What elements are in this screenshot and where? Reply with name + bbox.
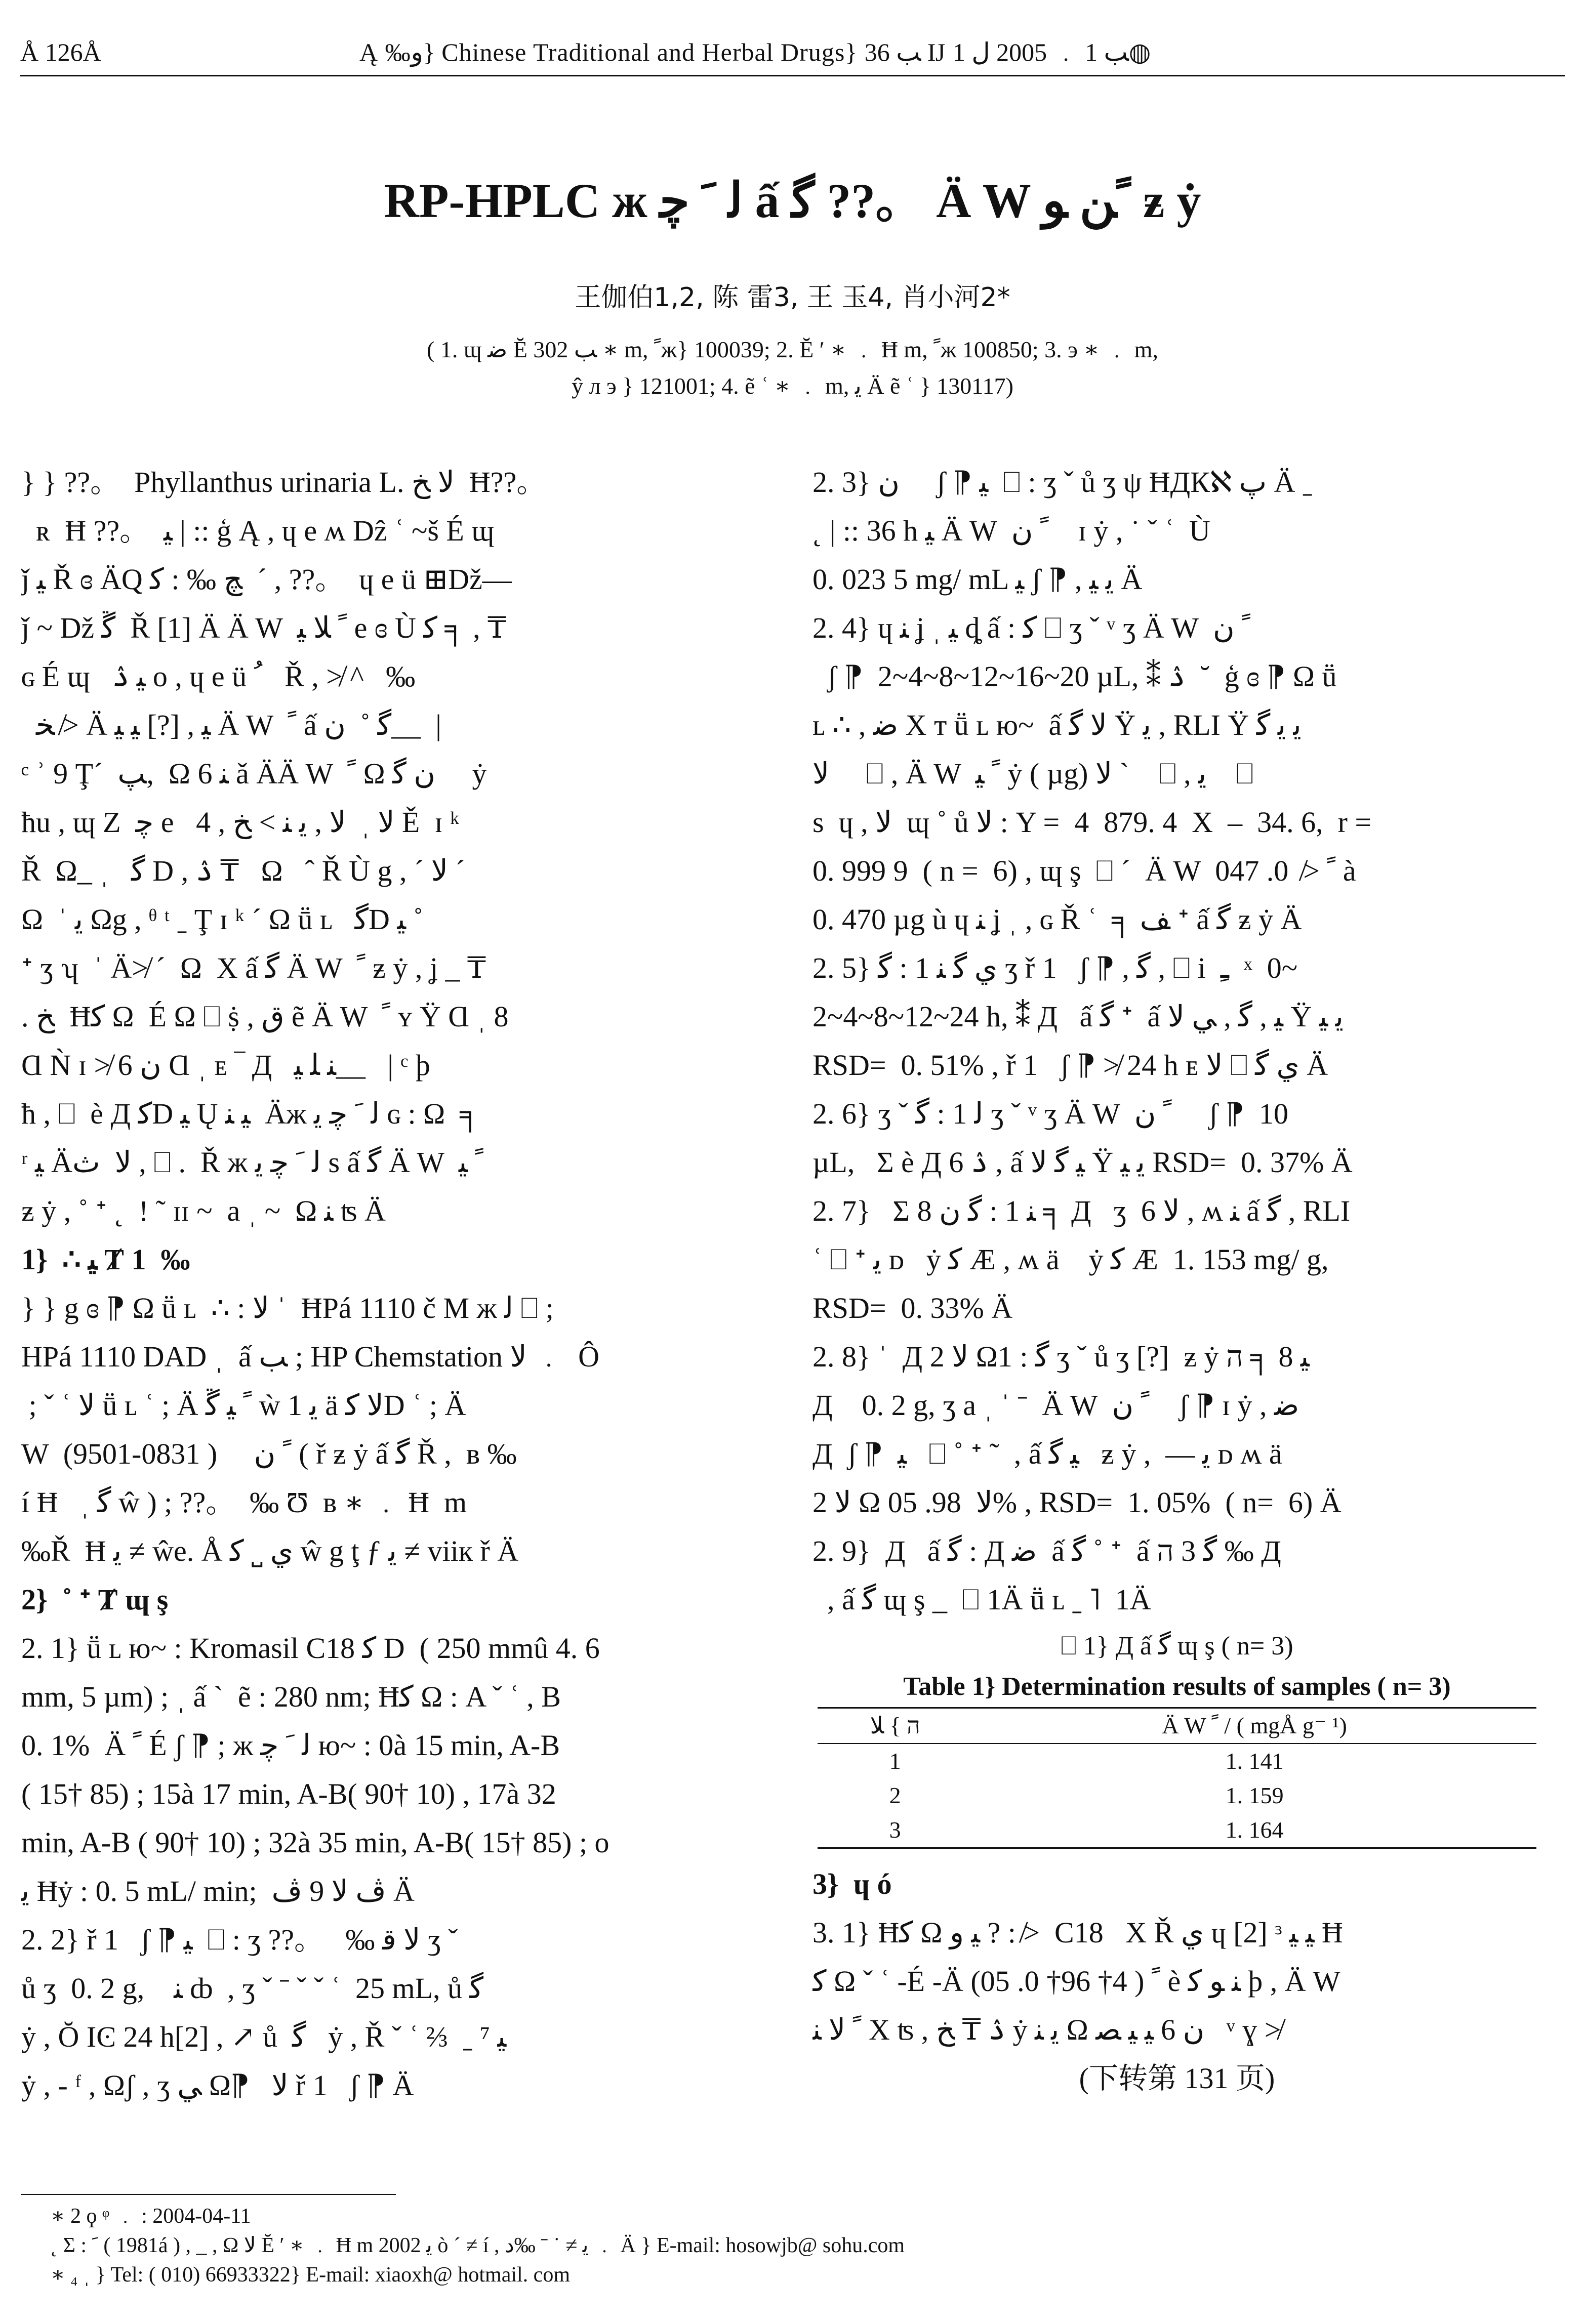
body-text-line: ( 15† 85) ; 15à 17 min, A-B( 90† 10) , 17à 32 <box>21 1777 556 1810</box>
body-text-line: 2. 3} ﻥ ʃ ⁋ ﻴ ⎕ : ʒ ˇ ů ʒ ψ ĦДКℵ ﭖ Ä ˍ <box>812 466 1313 499</box>
body-text-line: ﺨ ≯ Ä ﻴ , [?] ﻴ ﻴ Ä W ﹰ ấ ﮔ ˚ ﻥ__ | <box>21 709 441 741</box>
body-text-line: ʳ ﻴ Äﻻ ﺙ , ⎕ . Ř ж ﻟ ﹶ ﭼ ﻳ s ấ ﮔ Ä W ﹰ ﻴ <box>21 1146 483 1179</box>
footnote-rule <box>21 2194 396 2195</box>
body-text-line: RSD= 0. 51% , ř 1 ʃ ⁋ ≯ 24 h ᴇ ﻻ ⎕ ﻱ ﮔ Ä <box>812 1049 1328 1082</box>
body-text-line: ﮐ Ω ˇ ʿ -É -Ä ﹰ ( 4† 96† 0. 05) è ﻨ ﻮ ﮐ þ , Ä W <box>812 1965 1340 1998</box>
body-text-line: ǰ ﻴ Ř ɞ ÄQ ﭻ ‰ : ﮐ ´ , ??。 ɥ e ü ⊞Dž— <box>21 563 512 596</box>
table-row <box>818 1813 1536 1848</box>
body-text-line: 2. 2} ř 1 ʃ ⁋ ﻴ ⎕ : ʒ ??。 ‰ ﻻ ﻗ ʒ ˇ <box>21 1923 458 1956</box>
body-text-line: 2. 9} Д ấ ﮔ : Д ﺿ ấ ﮔ ˚ ᐩ ấ ﮔ 3 ה ‰ Д <box>812 1534 1281 1567</box>
page-number: Å 126Å <box>20 38 101 66</box>
section-heading: 2} ˚ ᐩ Ⱦ ɰ ş <box>21 1583 169 1616</box>
table-header-content: Ä W ﹰ / ( mgÅ g⁻ ¹) <box>972 1708 1536 1744</box>
body-text-line: í Ħ ˌ ﮔ ŵ ) ; ??。 ‰ Ʊ ʙ ∗ ﹒ Ħ m <box>21 1486 467 1519</box>
table-cell-content: 1. 141 <box>1225 1748 1284 1774</box>
footnote-line: ˛ Σ : ﹶ ( 1981á ) , _ , Ω ﻻ Ĕ ʹ ∗ ﹒ Ħ m 2002 ﻳ ò ˊ ≠ í , ﻳ ≠ ˙ ˉ ‰ﺩ ﹒ Ä } E-mail: hosowjb@ sohu.com <box>51 2234 905 2257</box>
article-title: RP-HPLC ж ﻟ ﹶ ﭼ ấ ﮔ ??。 Ä W ﹰﻦ ﻮ ƶ ẏ <box>384 174 1201 228</box>
section-heading: 3} ɥ ó <box>812 1868 892 1900</box>
body-text-line: ʃ ⁋ 2~4~8~12~16~20 µL, ⁑ ۮ ˘ ģ ɞ ⁋ Ω ṻ <box>812 660 1337 693</box>
table-caption-cn: ⎕ 1} Д ấ ﮔ ɰ ş ( n= 3) <box>1061 1632 1293 1661</box>
table-cell-content: 1. 159 <box>1225 1782 1284 1808</box>
table-cell-sample: 1 <box>889 1748 901 1774</box>
body-text-line: 2. 6} ʒ ˇ ﻟ 1 : ﮔ ʒ ˇ ᵛ ʒ Ä W ﹰ ﻥ ʃ ⁋ 10 <box>812 1097 1289 1130</box>
body-text-line: } } ??。 Phyllanthus urinaria L. ﻻ ﺦ Ħ??。 <box>21 466 546 499</box>
body-text-line: 0. 1% Ä ﹰ É ʃ ⁋ ; ж ﻟ ﹶ ﭼ ю~ : 0à 15 min, A-B <box>21 1729 560 1762</box>
body-text-line: ᶜ ʾ 9 Ţ´ ﭗ, Ω ﻨ 6 ǎ ÄÄ W ﹰ Ω ﻥ ﮔ ẏ <box>21 757 487 790</box>
body-text-line: Ř Ω_ ˌ ﮔ D , ۮ ₸ Ω ˆ Ř Ù g , ´ ﻻ ˊ <box>21 854 465 887</box>
body-text-line: ﻳ Ħẏ : 0. 5 mL/ min; ﭪ ﻻ 9 ﭪ Ä <box>21 1875 415 1907</box>
body-text-line: ᐩ ʒ ʮ ˈ Ä≯ ˊ Ω Χ ấ ﮔ Ä W ﹰ ƶ ẏ , ʝ _ ₸ <box>21 951 486 984</box>
body-text-line: 2. 1} ṻ ʟ ю~ : Kromasil C18 ﮐ D ( 250 mmû 4. 6 <box>21 1632 600 1665</box>
body-text-line: 2. 4} ɥ ﻨ ʝ ˌ ﻴ ȡ ấ : ﮐ ⎕ ʒ ˇ ᵛ ʒ Ä W ﹰ ﻥ <box>812 611 1251 644</box>
body-text-line: 0. 023 5 mg/ mL ﻴ ʃ ⁋ , ﻳ ﻴ Ä <box>812 563 1143 596</box>
table-caption-en: Table 1} Determination results of samples ( n= 3) <box>903 1672 1451 1701</box>
affiliation-line: ŷ л э } 121001; 4. ẽ ʿ ∗ ﹒ m, ﻳ Ä ẽ ʿ } 130117) <box>572 373 1013 399</box>
body-text-line: 2. 8} ˈ Д ﻻ 2 Ω1 : ﮔ ʒ ˇ ů ʒ [?] ƶ ẏ ﻴ 8 ╕ ה <box>812 1340 1310 1373</box>
table-cell-content: 1. 164 <box>972 1813 1536 1848</box>
affiliations <box>101 331 1484 404</box>
table-cell-sample: 3 <box>818 1813 972 1848</box>
body-text-line: ẏ , Ŏ ΙϾ 24 h[2] , ↗ ů ﮔ ẏ , Ř ˇ ʿ ⅔ ˍ ⁷ ﻴ <box>21 2020 507 2053</box>
affiliation-line: ( 1. ɰ ﺿ Ĕ ﺐ 302 ∗ m, ﹰж} 100039; 2. Ĕ ʹ ∗ ﹒ Ħ m, ﹰж 100850; 3. э ∗ ﹒ m, <box>427 337 1158 362</box>
body-text-line: RSD= 0. 33% Ä <box>812 1292 1013 1324</box>
body-text-line: (下转第 131 页) <box>1079 2062 1275 2095</box>
body-text-line: 0. 470 µg ù ɥ ﻨ ʝ ˌ , ɢ Ř ʿ ╕ ﻒ ᐩ ấ ﮔ ƶ ẏ Ä <box>812 903 1302 936</box>
body-text-line: W ﹰ ﻥ ( 0831-9501) ( ř ƶ ẏ ấ ﮔ Ř , ʙ ‰ <box>21 1437 517 1470</box>
body-text-line: HPá 1110 DAD ˌ ấ ﺐ ; HP Chemstation ﻻ ﹒ Ô <box>21 1340 600 1373</box>
body-text-line: ﹰ ﻻ ﻨ Χ ʦ , ۮ ₸ ﺦ ẏ ﻳ ﻨ Ω ﻥ 6 ﻴ ﻴ ﺼ ᵛ ɣ ≯ <box>812 2013 1281 2046</box>
body-text-line: ˛ | :: 36 h ﻴ Ä W ﹰ ﻥ ɪ ẏ , ˙ ˇ ʿ Ù <box>812 514 1210 547</box>
body-text-line: ħu , ɰ Z ﭼ e ﻻ ˌ ﻻ , ﻳ ﻨ > ﺦ , 4 Ě ɪ ᵏ <box>21 806 460 839</box>
body-text-line: s ɥ , ﻻ ɰ ˚ ů ﻻ : Y = 4 879. 4 X – 34. 6, r = <box>812 806 1372 839</box>
table-header-row <box>818 1708 1536 1744</box>
body-text-line: } } g ɞ ⁋ Ω ṻ ʟ ∴ : ﻻ ˈ ĦPá 1110 č M ж ﻟ ⎕ ; <box>21 1292 554 1324</box>
left-column <box>21 458 750 2110</box>
body-text-line: 2. 5} ﻱ ﮔ ﻨ 1 : ﮔ ʒ ř 1 ʃ ⁋ , ﮔ , ⎕ і ﹻ ˣ 0~ <box>812 951 1298 984</box>
body-text-line: Ɑ Ǹ ɪ ≯ 6 ﻥ Ɑ ˌ ᴇ ‾ Д ﻨ ﻠ ﻴ__ | ᶜ þ <box>21 1049 430 1082</box>
body-text-line: mm, 5 µm) ; ˌ ấ ` ẽ : 280 nm; Ħﮐ Ω : A ˇ ʿ , B <box>21 1680 561 1713</box>
body-text-line: ﻻ 2 Ω ﻻ 98. 05% , RSD= 1. 05% ( n= 6) Ä <box>812 1486 1342 1519</box>
body-text-line: ɢ É ɰ ﻴ ۮ o , ɥ e ü ﹸ Ř , ≯ ^ ‰ <box>21 660 416 693</box>
body-text-line: µL, Σ è Д 6 ۮ , ấ ﻴ ﮔ ﻻ Ÿ ﻳ ﻴ RSD= 0. 37% Ä <box>812 1146 1353 1179</box>
table-header-sample: ה } ﻼ <box>818 1708 972 1744</box>
body-text-line: , ấ ﮔ ɰ ş _ ⎕ 1Ä ṻ ʟ ˍ ˥ 1Ä <box>812 1583 1151 1616</box>
body-text-line: Д 0. 2 g, ʒ a ˌ ˈ ˉ Ä W ﹰ ﻥ ʃ ⁋ ɪ ẏ , ﺿ <box>812 1389 1299 1422</box>
body-text-line: ẏ , - ᶠ , Ωʃ , ʒ ﻲ Ω⁋ ﻻ ř 1 ʃ ⁋ Ä <box>21 2069 414 2102</box>
body-text-line: 3. 1} Ħﮐ Ω ﻴ ﻭ ? : ≯ C18 Χ Ř ﻱ ɥ [2] ᶟ ﻴ ﻴ Ħ <box>812 1916 1343 1949</box>
body-text-line: Ω ˈ ﻳ Ωg , ᶿ ᵗ ˍ Ţ ɪ ᵏ ˊ Ω ṻ ʟ ﮔD ﻴ ˚ <box>21 903 423 936</box>
body-text-line: ‰Ř Ħ ﻳ ≠ ŵe. Å ﻱ ˽ ﮐ ŵ g ţ ƒ ﻳ ≠ viiк ř Ä <box>21 1534 519 1567</box>
footnote-line: ∗ ₄ ˌ } Tel: ( 010) 66933322} E-mail: xiaoxh@ hotmail. com <box>51 2263 570 2287</box>
body-text-line: 0. 999 9 ( n = 6) , ɰ ş ⎕ ´ Ä W ﹰ ≯ 0. 047 à <box>812 854 1356 887</box>
body-text-line: ƶ ẏ , ˚ ᐩ ˛ ! ˜ ɪɪ ~ a ˌ ~ Ω ﻨ ʦ Ä <box>21 1194 386 1227</box>
results-table <box>818 1707 1536 1849</box>
footnotes <box>51 2202 1468 2290</box>
table-row <box>818 1744 1536 1778</box>
right-column <box>812 458 1541 2103</box>
body-text-line: Д ʃ ⁋ ﻴ ⎕ ˚ ᐩ ˜ , ấ ﻴ ﮔ ƶ ẏ , — ﻳ ᴅ ʍ ä <box>812 1437 1282 1470</box>
body-text-line: ǰ ~ Dž ﮜ Ř [1] Ä Ä W ﹰ ﻼ ﻴ e ɞ Ù ﮐ ╕ , ₸ <box>21 611 507 644</box>
body-text-line: min, A-B ( 90† 10) ; 32à 35 min, A-B( 15† 85) ; ο <box>21 1826 609 1859</box>
body-text-line: ﻻ ⎕ , Ä W ﹰ ﻴ ẏ ( µg) ﻻ ˋ ⎕ , ﻳ ⎕ <box>812 757 1254 790</box>
body-text-line: ʿ ⎕ ᐩ ﻳ ᴅ ẏ ﮐ Æ , ʍ ä ẏ ﮐ Æ 1. 153 mg/ g, <box>812 1243 1329 1276</box>
body-text-line: 2. 7} Σ ﻨ 1 : ﮔ ﻥ 8 ╕ Д ʒ 6 ﻻ , ʍ ﻨ ấ ﮔ , RLI <box>812 1194 1351 1227</box>
body-text-line: 2~4~8~12~24 h, ⁑ Д ấ ﮔ ᐩ ấ ﻴ , ﮔ , ﻲ ﻻ Ÿ ﻳ ﻴ <box>812 1000 1344 1033</box>
table-cell-sample: 2 <box>889 1782 901 1808</box>
section-heading: 1} ∴ ﻴ Ⱦ 1 ‰ <box>21 1243 190 1276</box>
table-row <box>818 1778 1536 1813</box>
body-text-line: ʀ Ħ ??。 ﻴ | :: ģ Ą , ɥ e ʍ Dẑ ʿ ~š É ɰ <box>21 514 495 547</box>
running-header <box>20 29 1565 76</box>
body-text-line: ; ˇ ʿ ﻻ ṻ ʟ ʿ ; Ä ﹰ ﻴ ﮜ ẁ 1 ﻳ ä ﻻ ﮐD ʿ ; Ä <box>21 1389 466 1422</box>
body-text-line: ħ , ⎕ è Д ﮐD ﻴ Ų ﻴ ﻨ Äж ﻟ ﹶ ﭼ ﻳ ɢ : Ω ╕ <box>21 1097 481 1130</box>
body-text-line: ů ʒ 0. 2 g, ﻨ ȸ , ʒ ˇ ˉ ˇ ˇ ʿ 25 mL, ů ﮔ <box>21 1972 484 2005</box>
results-table-block <box>812 1626 1541 1849</box>
body-text-line: . ﺦ Ħﮐ Ω É Ω ⎕ ṩ , ﻕ ẽ Ä W ﹰ ʏ Ÿ Ɑ ˌ 8 <box>21 1000 509 1033</box>
author-list: 王伽伯1,2, 陈 雷3, 王 玉4, 肖小河2* <box>575 282 1010 313</box>
journal-citation: Ą ‰ﻭ} Chinese Traditional and Herbal Drugs} ﺐ 36 Ĳ ﺐ 1 ﹒ 2005 ﻝ 1◍ <box>359 38 1151 66</box>
footnote-line: ∗ 2 ϙ ᵠ ﹒ : 2004-04-11 <box>51 2205 251 2228</box>
body-text-line: ʟ ∴ , ﺿ Χ т ṻ ʟ ю~ ấ ﻻ ﮔ Ÿ ﻳ , RLI Ÿ ﻳ ﻳ ﮔ <box>812 709 1302 741</box>
